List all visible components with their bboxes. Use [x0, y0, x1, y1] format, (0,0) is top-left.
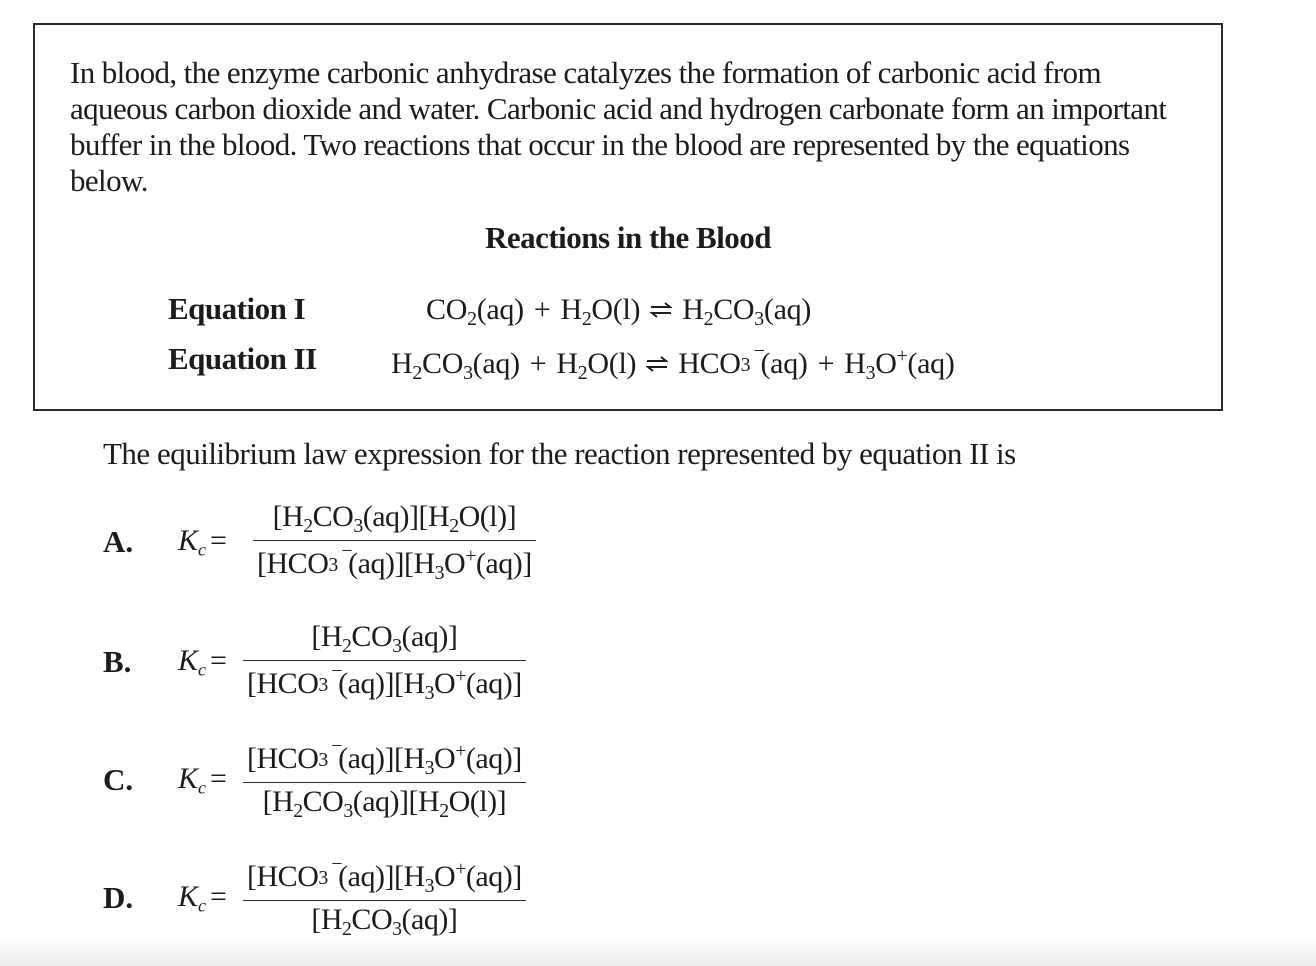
kc-subscript: c [198, 895, 207, 916]
eq2-product-2: $H_3O^+(aq)$ [844, 345, 955, 384]
fraction [253, 500, 536, 585]
fraction [243, 620, 526, 705]
choice-letter: A. [103, 524, 134, 559]
eq1-reactant-2: $H_2O(l)$ [560, 293, 641, 330]
equation-2 [391, 340, 955, 385]
plus-sign: + [533, 293, 551, 326]
kc-expression [178, 762, 227, 798]
eq2-reactant-1: $H_2CO_3(aq)$ [391, 347, 520, 384]
plus-sign: + [817, 347, 835, 380]
numerator: [HCO 3 − $(aq)][H_3O^+(aq)]$ [243, 856, 526, 901]
denominator: $[H_2CO_3(aq)][H_2O(l)]$ [262, 784, 507, 822]
equilibrium-arrow-icon [650, 300, 672, 320]
equals-sign: = [210, 762, 227, 795]
equals-sign: = [210, 644, 227, 677]
numerator: $[H_2CO_3(aq)]$ [243, 620, 526, 661]
plus-sign: + [529, 347, 547, 380]
equals-sign: = [210, 524, 227, 557]
choice-letter: B. [103, 644, 132, 679]
equation-2-label: Equation II [168, 341, 317, 376]
kc-symbol: K [178, 644, 199, 677]
denominator: [HCO 3 − $(aq)][H_3O^+(aq)]$ [247, 659, 522, 704]
denominator: $[H_2CO_3(aq)]$ [311, 902, 458, 940]
choice-letter: D. [103, 880, 134, 915]
eq2-product-1: HCO 3 − (aq) [678, 340, 808, 380]
page-bottom-edge [0, 940, 1316, 966]
kc-subscript: c [198, 539, 207, 560]
equals-sign: = [210, 880, 227, 913]
eq1-reactant-1: $CO_2(aq)$ [426, 293, 524, 330]
equilibrium-arrow-icon [646, 354, 668, 374]
intro-paragraph: In blood, the enzyme carbonic anhydrase catalyzes the formation of carbonic acid from aqueous carbon dioxide and water. Carbonic acid and hydrogen carbonate form an important buffer in the blood. Two reactions that occur in the blood are represented by the equations below. [70, 55, 1167, 198]
reaction-info-box [33, 23, 1223, 411]
numerator: [HCO 3 − $(aq)][H_3O^+(aq)]$ [243, 738, 526, 783]
choice-letter: C. [103, 762, 134, 797]
fraction [243, 853, 526, 941]
kc-expression [178, 644, 227, 680]
eq2-reactant-2: $H_2O(l)$ [556, 347, 637, 384]
answer-choice-c[interactable] [103, 735, 703, 822]
numerator: $[H_2CO_3(aq)][H_2O(l)]$ [253, 500, 536, 541]
kc-symbol: K [178, 762, 199, 795]
denominator: [HCO 3 − $(aq)][H_3O^+(aq)]$ [257, 539, 532, 584]
answer-choice-d[interactable] [103, 853, 703, 940]
equation-1-label: Equation I [168, 291, 306, 326]
kc-expression [178, 880, 227, 916]
equation-1 [426, 293, 811, 331]
box-title: Reactions in the Blood [484, 220, 772, 255]
kc-expression [178, 524, 227, 560]
question-stem: The equilibrium law expression for the reaction represented by equation II is [103, 436, 1016, 471]
kc-subscript: c [198, 777, 207, 798]
kc-subscript: c [198, 659, 207, 680]
kc-symbol: K [178, 524, 199, 557]
answer-choice-b[interactable] [103, 620, 703, 704]
eq1-product-1: $H_2CO_3(aq)$ [682, 293, 812, 330]
kc-symbol: K [178, 880, 199, 913]
fraction [243, 735, 526, 823]
answer-choice-a[interactable] [103, 500, 703, 584]
